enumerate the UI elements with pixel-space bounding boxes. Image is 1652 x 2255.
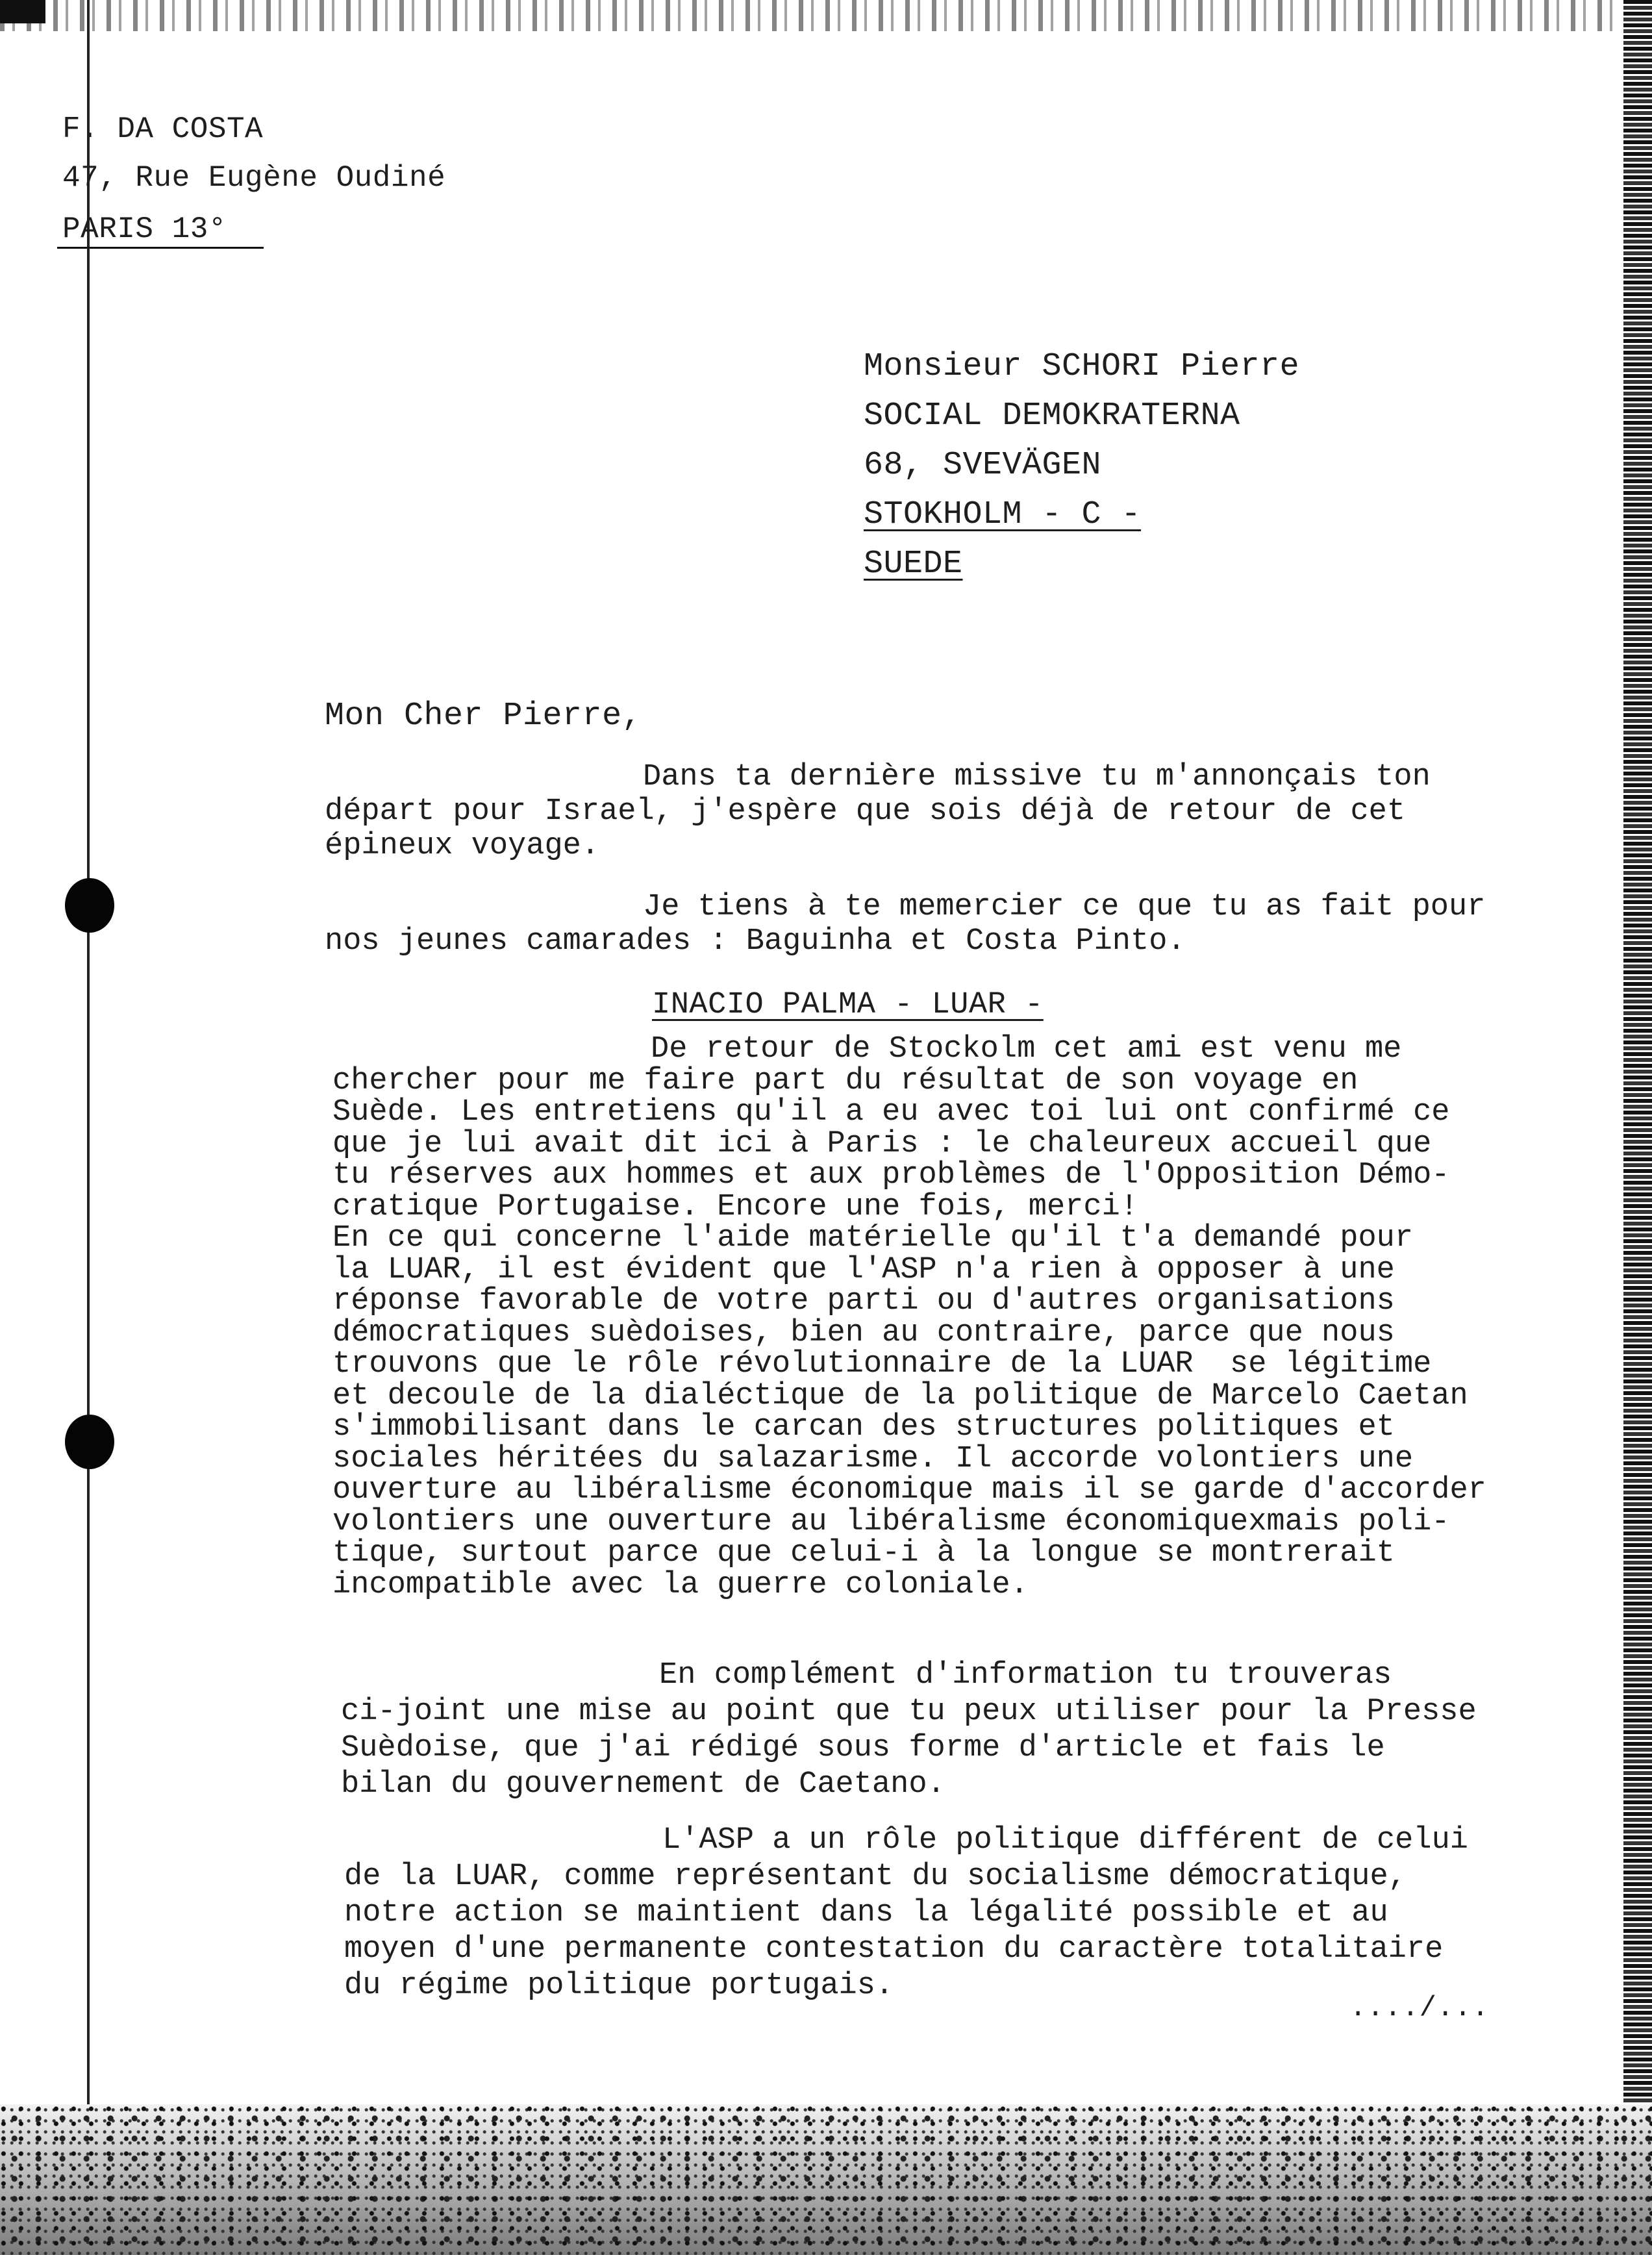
margin-line bbox=[87, 0, 90, 2255]
scan-right-edge bbox=[1623, 0, 1652, 2255]
paragraph-line: tu réserves aux hommes et aux problèmes de l'Opposition Démo- bbox=[332, 1158, 1450, 1192]
paragraph-line: Dans ta dernière missive tu m'annonçais ton bbox=[643, 760, 1431, 794]
paragraph-line: cratique Portugaise. Encore une fois, merci! bbox=[332, 1189, 1139, 1224]
sender-name: F. DA COSTA bbox=[62, 112, 264, 146]
paragraph-line: de la LUAR, comme représentant du socialisme démocratique, bbox=[344, 1859, 1407, 1894]
paragraph-5 bbox=[344, 1822, 1468, 2004]
paragraph-line: moyen d'une permanente contestation du caractère totalitaire bbox=[344, 1932, 1444, 1967]
recipient-line-2: SOCIAL DEMOKRATERNA bbox=[864, 397, 1240, 435]
paragraph-line: que je lui avait dit ici à Paris : le chaleureux accueil que bbox=[332, 1126, 1432, 1161]
continuation-mark: ..../... bbox=[1349, 1992, 1490, 2024]
paragraph-line: volontiers une ouverture au libéralisme économiquexmais poli- bbox=[332, 1504, 1450, 1539]
paragraph-line: démocratiques suèdoises, bien au contraire, parce que nous bbox=[332, 1315, 1395, 1350]
paragraph-line: Suède. Les entretiens qu'il a eu avec toi lui ont confirmé ce bbox=[332, 1095, 1450, 1129]
paragraph-line: s'immobilisant dans le carcan des structures politiques et bbox=[332, 1410, 1395, 1444]
paragraph-2 bbox=[325, 890, 1485, 959]
paragraph-line: De retour de Stockolm cet ami est venu me bbox=[651, 1032, 1402, 1066]
paragraph-line: la LUAR, il est évident que l'ASP n'a rien à opposer à une bbox=[332, 1252, 1395, 1287]
sender-underline bbox=[57, 247, 264, 249]
paragraph-line: incompatible avec la guerre coloniale. bbox=[332, 1567, 1029, 1602]
punch-hole-lower bbox=[65, 1415, 114, 1469]
paragraph-line: L'ASP a un rôle politique différent de celui bbox=[662, 1823, 1469, 1858]
recipient-line-3: 68, SVEVÄGEN bbox=[864, 447, 1102, 484]
paragraph-line: trouvons que le rôle révolutionnaire de la LUAR se légitime bbox=[332, 1347, 1432, 1381]
paragraph-4 bbox=[341, 1657, 1477, 1803]
paragraph-line: tique, surtout parce que celui-i à la longue se montrerait bbox=[332, 1536, 1395, 1570]
scan-top-edge bbox=[0, 0, 1652, 31]
paragraph-3 bbox=[332, 1034, 1486, 1601]
paragraph-line: ouverture au libéralisme économique mais il se garde d'accorder bbox=[332, 1473, 1486, 1507]
paragraph-line: Suèdoise, que j'ai rédigé sous forme d'article et fais le bbox=[341, 1731, 1385, 1765]
paragraph-line: et decoule de la dialéctique de la politique de Marcelo Caetan bbox=[332, 1378, 1468, 1413]
paragraph-line: épineux voyage. bbox=[325, 829, 600, 863]
paragraph-line: nos jeunes camarades : Baguinha et Costa Pinto. bbox=[325, 924, 1186, 959]
sender-street: 47, Rue Eugène Oudiné bbox=[62, 161, 446, 195]
punch-hole-upper bbox=[65, 878, 114, 933]
paragraph-1 bbox=[325, 760, 1431, 863]
paragraph-line: ci-joint une mise au point que tu peux utiliser pour la Presse bbox=[341, 1694, 1477, 1729]
paragraph-line: En ce qui concerne l'aide matérielle qu'il t'a demandé pour bbox=[332, 1221, 1414, 1255]
paragraph-line: En complément d'information tu trouveras bbox=[659, 1658, 1392, 1693]
sender-city: PARIS 13° bbox=[62, 212, 227, 246]
paragraph-line: réponse favorable de votre parti ou d'autres organisations bbox=[332, 1284, 1395, 1318]
recipient-line-5: SUEDE bbox=[864, 546, 963, 583]
paragraph-line: Je tiens à te memercier ce que tu as fait pour bbox=[643, 890, 1486, 924]
paragraph-line: sociales héritées du salazarisme. Il accorde volontiers une bbox=[332, 1441, 1414, 1476]
paragraph-line: départ pour Israel, j'espère que sois déjà de retour de cet bbox=[325, 794, 1406, 829]
recipient-line-4: STOKHOLM - C - bbox=[864, 496, 1142, 533]
paragraph-line: notre action se maintient dans la légalité possible et au bbox=[344, 1896, 1388, 1930]
salutation: Mon Cher Pierre, bbox=[325, 698, 642, 735]
recipient-line-1: Monsieur SCHORI Pierre bbox=[864, 348, 1300, 385]
paragraph-line: du régime politique portugais. bbox=[344, 1969, 894, 2003]
paragraph-line: bilan du gouvernement de Caetano. bbox=[341, 1767, 945, 1802]
scan-corner-mark bbox=[0, 0, 45, 23]
paragraph-line: chercher pour me faire part du résultat de son voyage en bbox=[332, 1063, 1358, 1098]
section-heading: INACIO PALMA - LUAR - bbox=[652, 988, 1044, 1022]
scan-bottom-edge bbox=[0, 2104, 1652, 2255]
